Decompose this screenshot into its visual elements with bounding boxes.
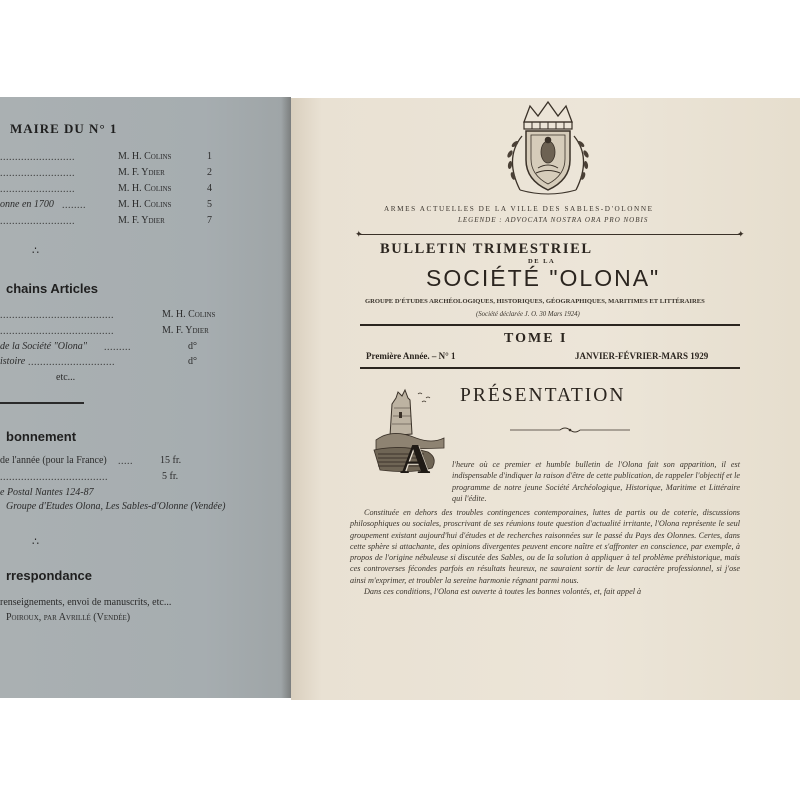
summary-page: 4 [207, 183, 212, 194]
paragraph-block [350, 507, 740, 597]
tome-top-rule [360, 324, 740, 326]
summary-dots: ......................... [0, 184, 75, 195]
subscription-label: de l'année (pour la France) [0, 455, 107, 466]
article-dots: ...................................... [0, 310, 114, 321]
de-la-label: DE LA [528, 258, 556, 265]
article-author: M. F. Ydier [162, 325, 209, 336]
summary-page: 1 [207, 151, 212, 162]
tome-label: TOME I [504, 331, 568, 346]
summary-author: M. F. Ydier [118, 167, 165, 178]
issue-date: JANVIER-FÉVRIER-MARS 1929 [575, 351, 709, 361]
subscription-title: bonnement [6, 429, 77, 444]
coat-of-arms-emblem [486, 100, 610, 200]
paragraph-3: Dans ces conditions, l'Olona est ouverte à toutes les bonnes volontés, et, fait appel à [364, 587, 642, 597]
summary-label: onne en 1700 [0, 199, 54, 210]
issue-year: Première Année. – N° 1 [366, 351, 456, 361]
arms-legend: LEGENDE : ADVOCATA NOSTRA ORA PRO NOBIS [458, 216, 649, 224]
subscription-dots: .................................... [0, 472, 108, 483]
society-subtitle: GROUPE D'ÉTUDES ARCHÉOLOGIQUES, HISTORIQUES, GÉOGRAPHIQUES, MARITIMES ET LITTÉRAIRES [365, 298, 705, 305]
header-top-rule [360, 234, 740, 235]
subscription-dots: ..... [118, 456, 133, 467]
tome-bottom-rule [360, 367, 740, 369]
article-dots: ......... [104, 342, 131, 353]
drop-cap-letter: A [400, 437, 431, 483]
correspondence-line: renseignements, envoi de manuscrits, etc... [0, 597, 172, 608]
subscription-price: 5 fr. [162, 471, 179, 482]
section-heading: PRÉSENTATION [460, 385, 626, 406]
arms-caption: ARMES ACTUELLES DE LA VILLE DES SABLES-D'OLONNE [384, 205, 654, 213]
separator-dots: ∴ [32, 245, 39, 257]
society-declared: (Société déclarée J. O. 30 Mars 1924) [476, 311, 580, 318]
ornament-icon: ✦ [737, 229, 745, 239]
article-dots: ............................. [28, 357, 115, 368]
heading-flourish [510, 426, 630, 434]
postal-account: e Postal Nantes 124-87 [0, 487, 94, 498]
group-address: Groupe d'Etudes Olona, Les Sables-d'Olonne (Vendée) [6, 501, 226, 512]
summary-page: 7 [207, 215, 212, 226]
article-label: etc... [56, 372, 76, 383]
summary-author: M. H. Colins [118, 183, 172, 194]
article-author: d° [188, 341, 197, 352]
next-articles-title: chains Articles [6, 281, 99, 296]
article-label: istoire [0, 356, 26, 367]
section-rule [0, 402, 84, 404]
summary-dots: ......................... [0, 152, 75, 163]
correspondence-title: rrespondance [6, 568, 92, 583]
correspondence-address: Poiroux, par Avrillé (Vendée) [6, 612, 131, 623]
summary-page: 2 [207, 167, 212, 178]
article-label: de la Société "Olona" [0, 341, 87, 352]
article-dots: ...................................... [0, 326, 114, 337]
summary-title: MAIRE DU N° 1 [10, 121, 118, 136]
article-author: d° [188, 356, 197, 367]
page-gutter-shadow [281, 97, 291, 698]
paragraph-intro-start [452, 459, 740, 504]
separator-dots: ∴ [32, 536, 39, 548]
summary-author: M. F. Ydier [118, 215, 165, 226]
paragraph-2: Constituée en dehors des troubles contingences contemporaines, luttes de partis ou de coterie, discussions philosophiques ou sociales, proscrivant de ses réunions toute question d'actualité irritante, l'Olona représente le seul groupement existant aujourd'hui d'études et de recherches raisonnées sur le passé du Pays des Olonnes. Certes, dans cette sphère si attachante, des opinions divergentes peuvent encore naître et s'affronter en conscience, par exemple, à propos de l'origine nébuleuse si discutée des Sables, ou de la solution à appliquer à tel problème préhistorique, mais ces controverses fécondes parfois en résultats heureux, ne sauraient sortir de leur caractère professionnel, si j'ose ainsi m'exprimer, et troubler la sereine harmonie régnant parmi nous. [350, 508, 740, 585]
society-name: SOCIÉTÉ "OLONA" [426, 265, 661, 291]
paragraph-1: l'heure où ce premier et humble bulletin de l'Olona fait son apparition, il est indispensable d'indiquer la raison d'être de cette publication, de rappeler l'objectif et le programme de notre jeune Société Archéologique, Historique, Maritime et Littéraire qui l'édite. [452, 460, 740, 503]
subscription-price: 15 fr. [160, 455, 182, 466]
article-author: M. H. Colins [162, 309, 216, 320]
summary-author: M. H. Colins [118, 199, 172, 210]
summary-author: M. H. Colins [118, 151, 172, 162]
summary-page: 5 [207, 199, 212, 210]
ornament-icon: ✦ [355, 229, 363, 239]
summary-dots: ......................... [0, 168, 75, 179]
bulletin-title: BULLETIN TRIMESTRIEL [380, 241, 593, 257]
summary-dots: ......................... [0, 216, 75, 227]
summary-dots: ........ [62, 200, 86, 211]
